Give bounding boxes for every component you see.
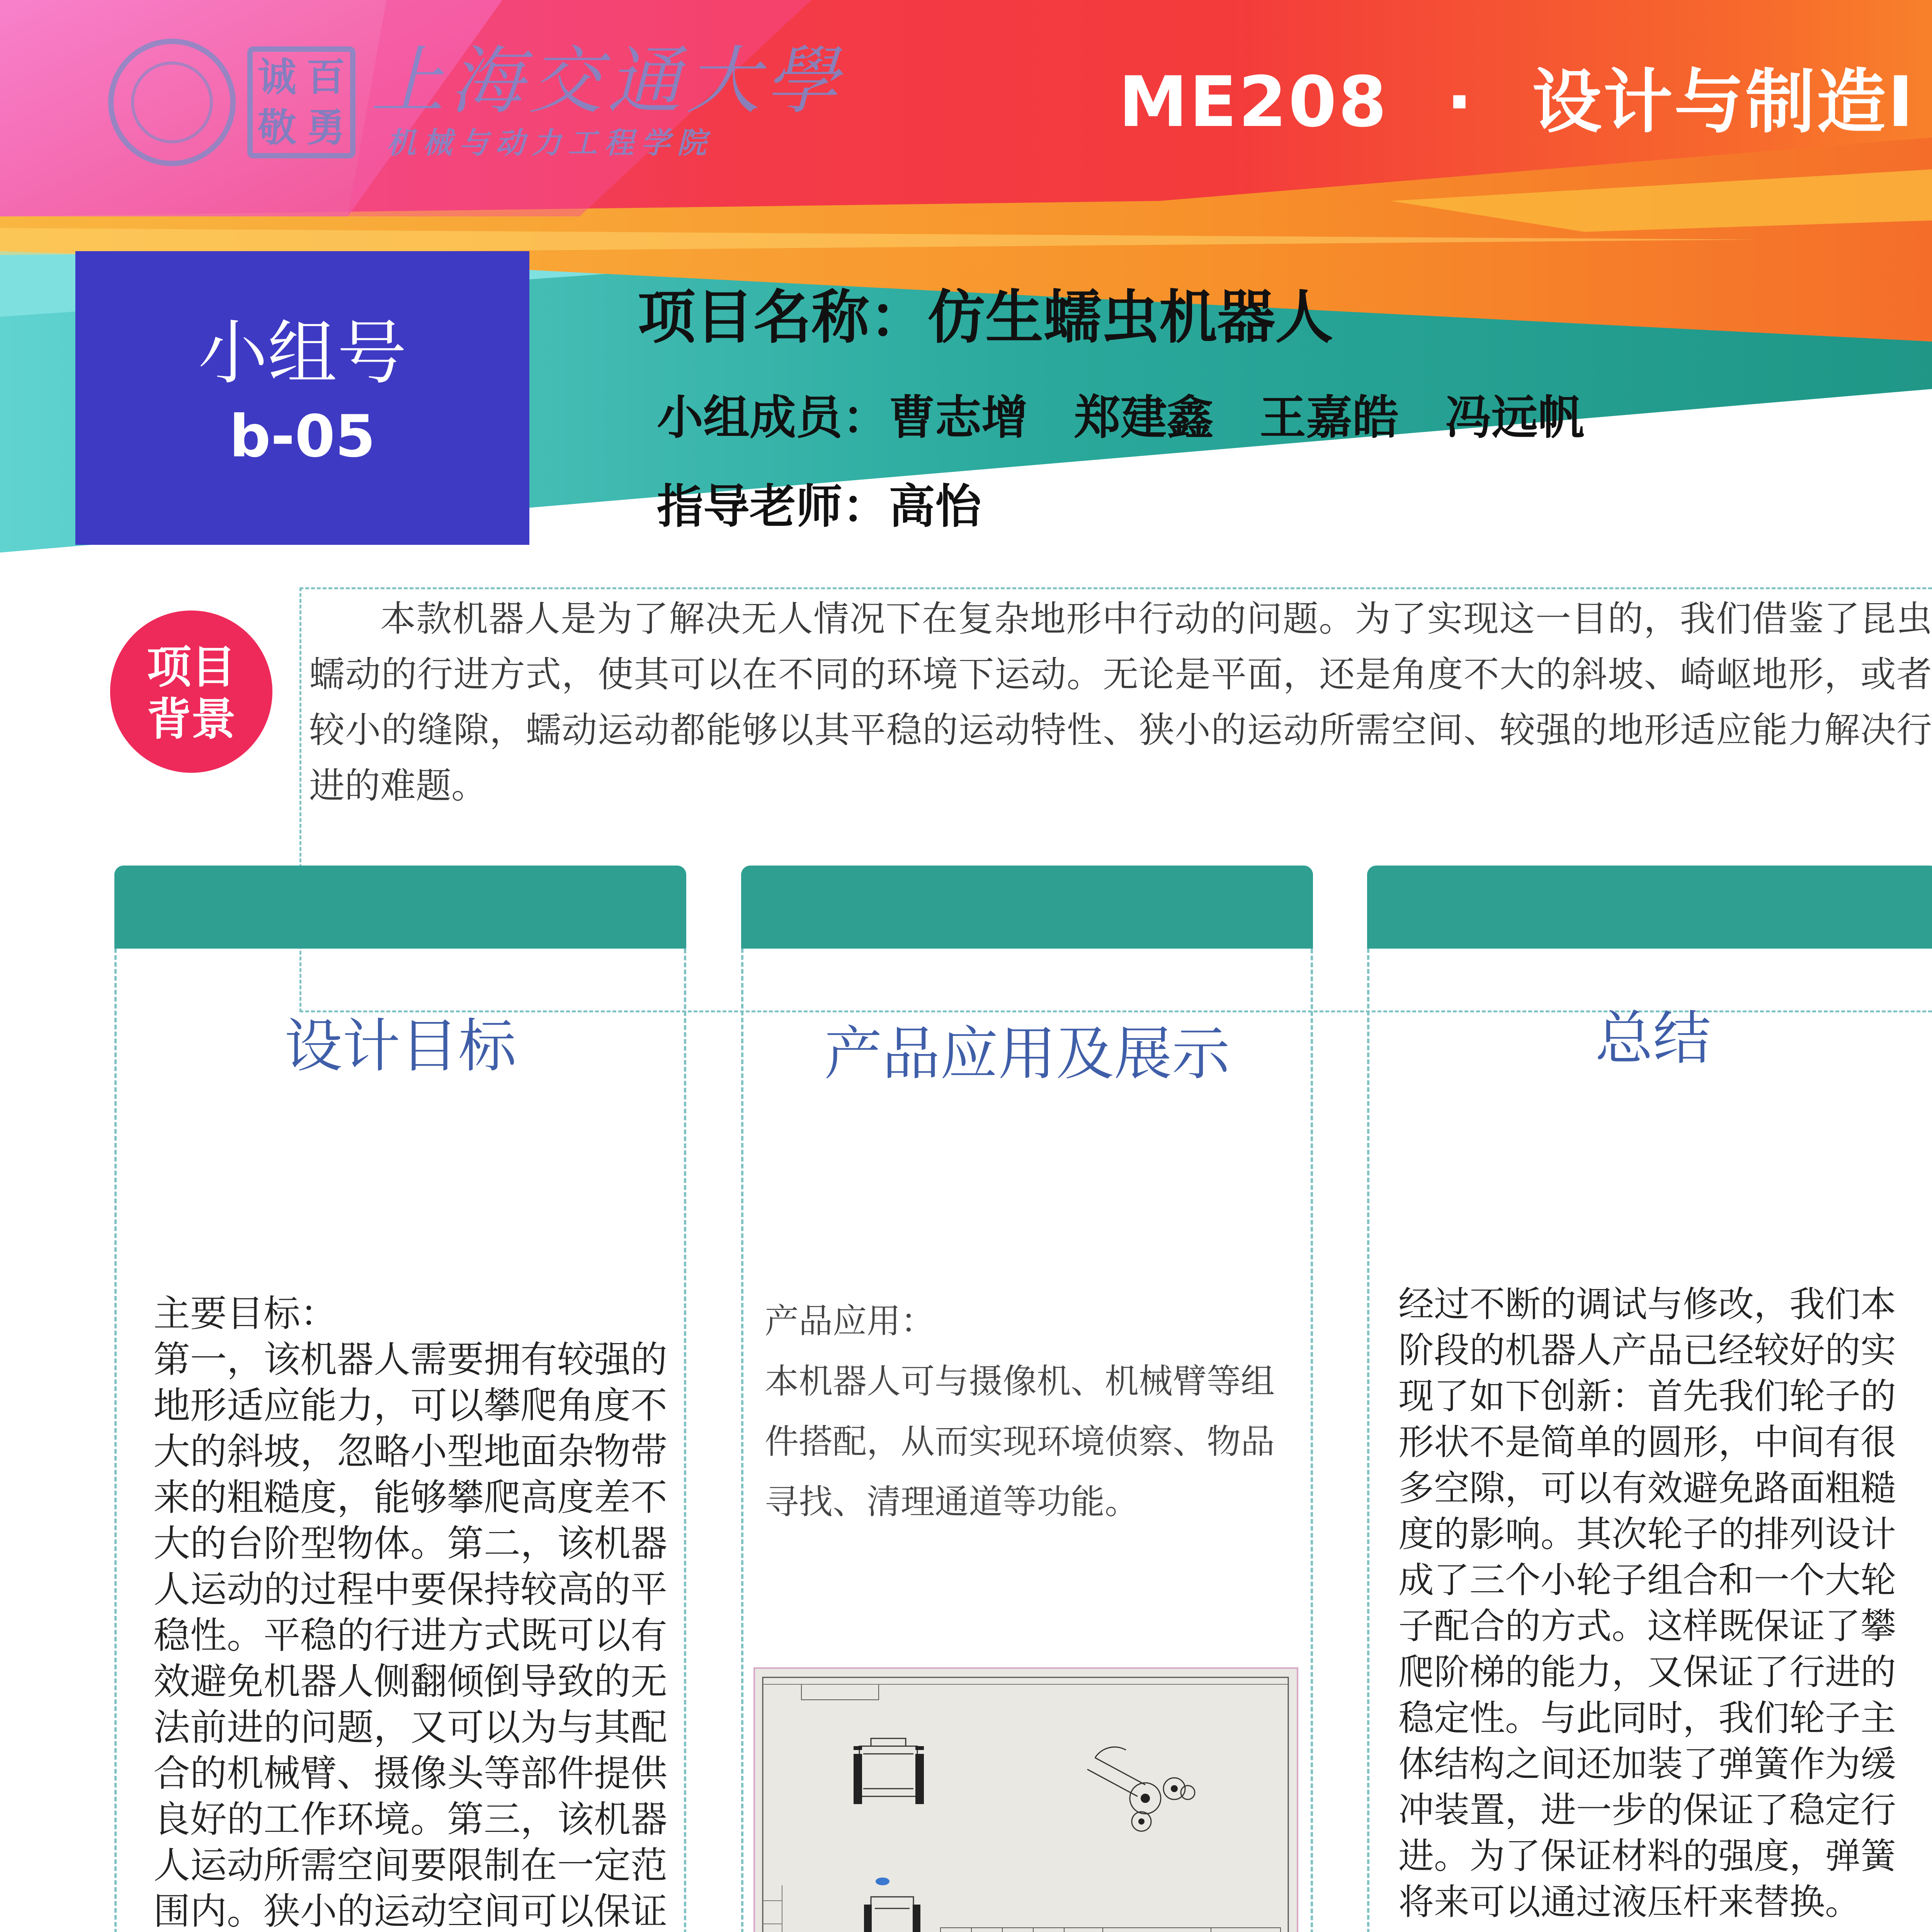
background-badge-label — [110, 641, 272, 746]
stamp-char: 敬 — [258, 105, 296, 150]
group-number-box — [75, 251, 529, 545]
course-code: ME208 — [1118, 62, 1388, 143]
school-logo-text — [371, 38, 844, 162]
background-badge-line: 项目 — [146, 641, 236, 693]
course-title — [1119, 46, 1915, 146]
stamp-logo — [247, 46, 355, 158]
college-name: 机械与动力工程学院 — [386, 126, 713, 160]
group-number: b-05 — [229, 403, 376, 470]
summary-text: 经过不断的调试与修改，我们本阶段的机器人产品已经较好的实现了如下创新：首先我们轮子的形状不是简单的圆形，中间有很多空隙，可以有效避免路面粗糙度的影响。其次轮子的排列设计成了三个小轮子组合和一个大轮子配合的方式。这样既保证了攀爬阶梯的能力，又保证了行进的稳定性。与此同时，我们轮子主体结构之间还加装了弹簧作为缓冲装置，进一步的保证了稳定行进。为了保证材料的强度，弹簧将来可以通过液压杆来替换。 — [1398, 1284, 1896, 1923]
stamp-char: 百 — [306, 54, 345, 100]
design-goal-panel — [114, 866, 686, 1932]
group-label: 小组号 — [198, 313, 407, 394]
stamp-char: 勇 — [306, 105, 345, 150]
header-banner — [0, 0, 1932, 564]
panel-header-bar — [114, 866, 686, 949]
project-title: 项目名称：仿生蠕虫机器人 — [638, 284, 1333, 351]
panel-header-bar — [741, 866, 1313, 949]
course-separator: · — [1446, 62, 1475, 143]
summary-title: 总结 — [1595, 1005, 1711, 1072]
team-members: 小组成员：曹志增 郑建鑫 王嘉皓 冯远帆 — [657, 391, 1584, 445]
panel-header-bar — [1367, 866, 1932, 949]
design-goal-text: 主要目标： 第一，该机器人需要拥有较强的地形适应能力，可以攀爬角度不大的斜坡，忽略小型地面杂物带来的粗糙度，能够攀爬高度差不大的台阶型物体。第二，该机器人运动的过程中要保持较高的平稳性。平稳的行进方式既可以有效避免机器人侧翻倾倒导致的无法前进的问题，又可以为与其配合的机械臂、摄像头等部件提供良好的工作环境。第三，该机器人运动所需空间要限制在一定范围内。狭小的运动空间可以保证 — [153, 1293, 668, 1932]
background-badge — [110, 611, 272, 773]
design-goal-title: 设计目标 — [284, 1013, 516, 1080]
advisor: 指导老师：高怡 — [657, 480, 981, 534]
cad-drawing — [755, 1669, 1297, 1932]
cad-drawing-image — [753, 1667, 1298, 1932]
university-seal-logo — [108, 39, 236, 166]
application-heading: 产品应用： — [765, 1301, 935, 1341]
background-badge-line: 背景 — [146, 694, 236, 745]
application-title: 产品应用及展示 — [824, 1020, 1230, 1088]
stamp-char: 诚 — [258, 54, 296, 100]
course-name: 设计与制造Ⅰ — [1532, 62, 1915, 143]
background-text: 本款机器人是为了解决无人情况下在复杂地形中行动的问题。为了实现这一目的，我们借鉴了昆虫蠕动的行进方式，使其可以在不同的环境下运动。无论是平面，还是角度不大的斜坡、崎岖地形，或者较小的缝隙，蠕动运动都能够以其平稳的运动特性、狭小的运动所需空间、较强的地形适应能力解决行进的难题。 — [309, 598, 1932, 806]
summary-panel — [1367, 866, 1932, 1932]
school-name: 上海交通大學 — [371, 38, 844, 124]
application-text: 本机器人可与摄像机、机械臂等组件搭配，从而实现环境侦察、物品寻找、清理通道等功能。 — [765, 1361, 1275, 1522]
application-body — [765, 1291, 1279, 1532]
